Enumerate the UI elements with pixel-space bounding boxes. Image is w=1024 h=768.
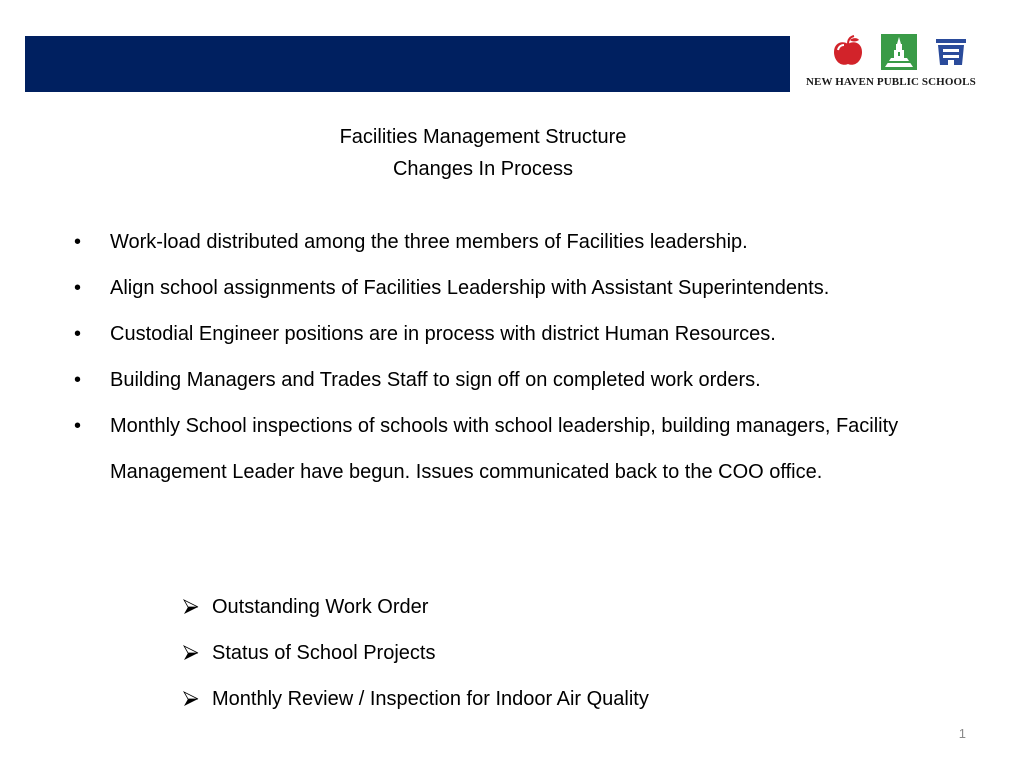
sub-bullet-text: Monthly Review / Inspection for Indoor Air Quality — [212, 688, 649, 710]
bullet-dot-icon: • — [74, 277, 82, 299]
bullet-text: Align school assignments of Facilities Leadership with Assistant Superintendents. — [110, 277, 830, 299]
sub-list-item — [182, 584, 882, 630]
arrow-bullet-icon — [182, 598, 200, 616]
slide-title — [0, 121, 966, 185]
logo-icons — [830, 34, 970, 72]
sub-bullet-text: Outstanding Work Order — [212, 596, 429, 618]
org-name: NEW HAVEN PUBLIC SCHOOLS — [806, 76, 976, 88]
bullet-dot-icon: • — [74, 369, 82, 391]
school-building-logo-icon — [933, 34, 969, 70]
district-logo — [800, 34, 1010, 94]
arrow-bullet-icon — [182, 690, 200, 708]
arrow-bullet-icon — [182, 644, 200, 662]
list-item — [74, 219, 934, 265]
list-item — [74, 311, 934, 357]
sub-bullet-list — [182, 584, 882, 722]
title-line-1: Facilities Management Structure — [339, 126, 627, 148]
sub-list-item — [182, 630, 882, 676]
list-item — [74, 357, 934, 403]
list-item — [74, 265, 934, 311]
sub-list-item — [182, 676, 882, 722]
bullet-text: Building Managers and Trades Staff to sign off on completed work orders. — [110, 369, 761, 391]
page-number: 1 — [958, 726, 966, 741]
list-item — [74, 403, 934, 495]
apple-logo-icon — [830, 34, 866, 70]
bullet-list — [74, 219, 934, 495]
bullet-dot-icon: • — [74, 323, 82, 345]
tower-logo-icon — [881, 34, 917, 70]
header-banner — [25, 36, 790, 92]
bullet-dot-icon: • — [74, 231, 82, 253]
bullet-dot-icon: • — [74, 415, 82, 437]
title-line-2: Changes In Process — [392, 158, 574, 180]
bullet-text: Work-load distributed among the three members of Facilities leadership. — [110, 231, 748, 253]
bullet-text: Monthly School inspections of schools with school leadership, building managers, Facility Management Leader have begun. Issues communicated back to the COO office. — [110, 415, 899, 483]
sub-bullet-text: Status of School Projects — [212, 642, 436, 664]
bullet-text: Custodial Engineer positions are in process with district Human Resources. — [110, 323, 776, 345]
